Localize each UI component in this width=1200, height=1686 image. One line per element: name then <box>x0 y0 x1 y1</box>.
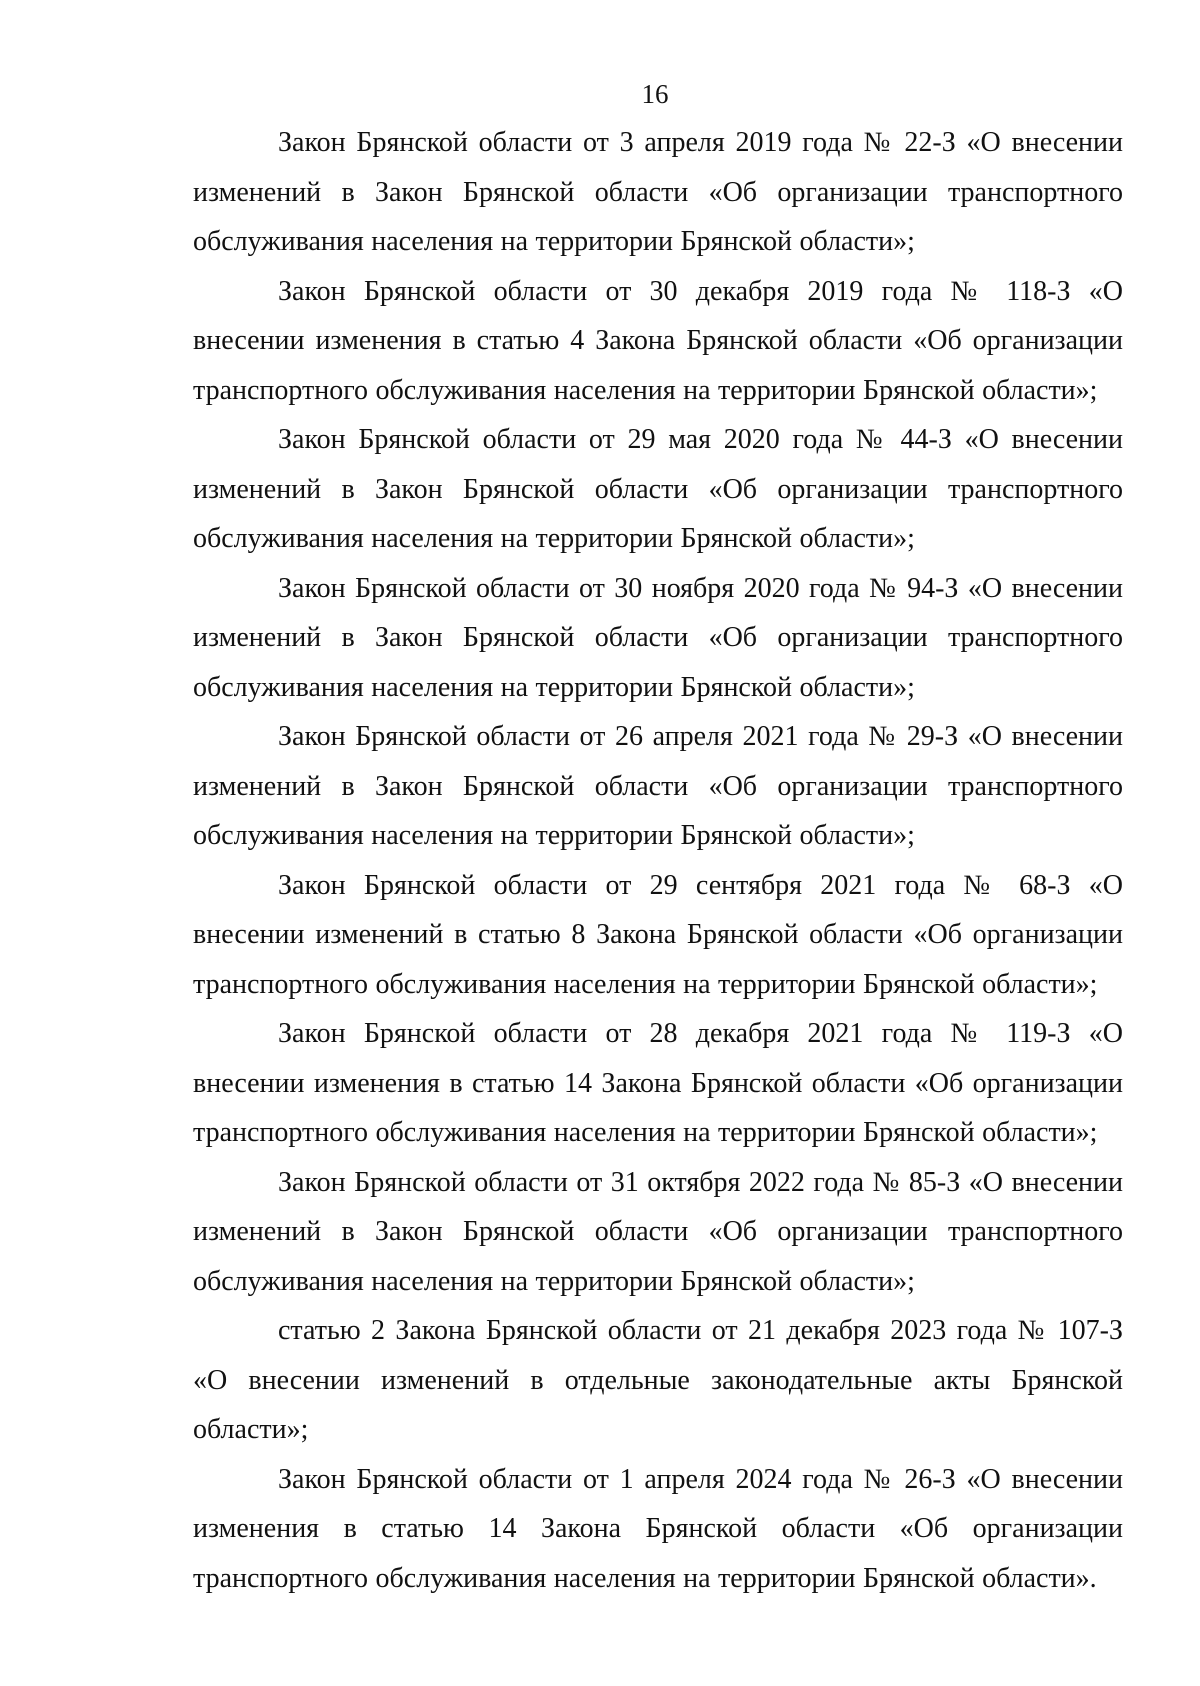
paragraph-law-2023-12-21: статью 2 Закона Брянской области от 21 декабря 2023 года № 107-З «О внесении изменений в отдельные законодательные акты Брянской области»; <box>193 1315 1123 1445</box>
paragraph-law-2021-12-28: Закон Брянской области от 28 декабря 2021 года № 119-З «О внесении изменения в статью 14 Закона Брянской области «Об организации транспортного обслуживания населения на территории Брянской области»; <box>193 1018 1123 1148</box>
paragraph-law-2020-05-29: Закон Брянской области от 29 мая 2020 года № 44-З «О внесении изменений в Закон Брянской области «Об организации транспортного обслуживания населения на территории Брянской области»; <box>193 424 1123 554</box>
paragraph-law-2019-12-30: Закон Брянской области от 30 декабря 2019 года № 118-З «О внесении изменения в статью 4 Закона Брянской области «Об организации транспортного обслуживания населения на территории Брянской области»; <box>193 275 1123 406</box>
paragraph-law-2020-11-30: Закон Брянской области от 30 ноября 2020 года № 94-З «О внесении изменений в Закон Брянской области «Об организации транспортного обслуживания населения на территории Брянской области»; <box>193 572 1123 703</box>
paragraph-law-2024-04-01: Закон Брянской области от 1 апреля 2024 года № 26-З «О внесении изменения в статью 14 Закона Брянской области «Об организации транспортного обслуживания населения на территории Брянской области». <box>193 1463 1123 1594</box>
paragraph-law-2019-04-03: Закон Брянской области от 3 апреля 2019 года № 22-З «О внесении изменений в Закон Брянской области «Об организации транспортного обслуживания населения на территории Брянской области»; <box>193 127 1123 257</box>
paragraph-law-2022-10-31: Закон Брянской области от 31 октября 2022 года № 85-З «О внесении изменений в Закон Брянской области «Об организации транспортного обслуживания населения на территории Брянской области»; <box>193 1166 1123 1297</box>
document-body <box>193 118 1123 1603</box>
paragraph-law-2021-09-29: Закон Брянской области от 29 сентября 2021 года № 68-З «О внесении изменений в статью 8 Закона Брянской области «Об организации транспортного обслуживания населения на территории Брянской области»; <box>193 869 1123 1000</box>
page-number: 16 <box>641 79 669 109</box>
paragraph-law-2021-04-26: Закон Брянской области от 26 апреля 2021 года № 29-З «О внесении изменений в Закон Брянской области «Об организации транспортного обслуживания населения на территории Брянской области»; <box>193 721 1123 851</box>
